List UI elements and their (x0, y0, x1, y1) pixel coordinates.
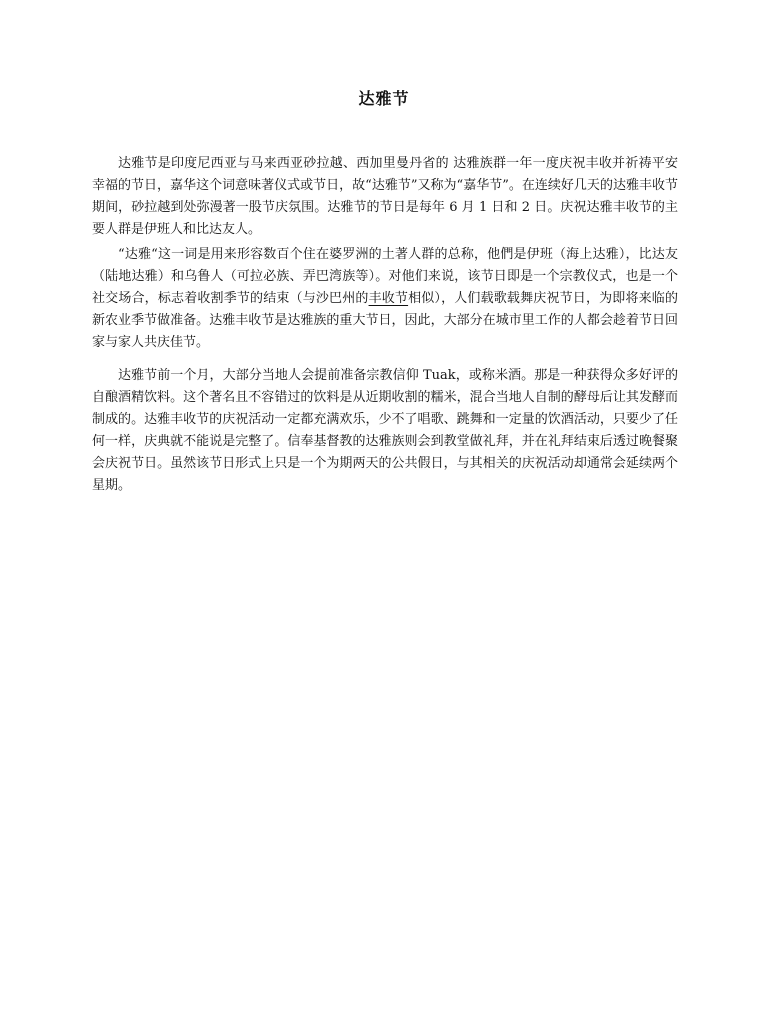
harvest-festival-underlined: 丰收节 (368, 291, 409, 306)
paragraph-2-text-before: “达雅“这一词是用来形容数百个住在婆罗洲的土著人群的总称，他們是伊班（海上达雅），比达友（陆地达雅）和乌鲁人（可拉必族、弄巴湾族等）。对他们来说，该节日即是一个宗教仪式，也是一个社交场合，标志着收割季节的结束（与沙巴州的 (92, 247, 678, 306)
paragraph-2 (92, 244, 678, 354)
paragraph-2-text-after: 相似），人们载歌载舞庆祝节日，为即将来临的新农业季节做准备。达雅丰收节是达雅族的重大节日，因此，大部分在城市里工作的人都会趁着节日回家与家人共庆佳节。 (92, 291, 678, 350)
paragraph-1 (92, 153, 678, 241)
paragraph-3-text: 达雅节前一个月，大部分当地人会提前准备宗教信仰 Tuak，或称米酒。那是一种获得众多好评的自酿酒精饮料。这个著名且不容错过的饮料是从近期收割的糯米，混合当地人自制的酵母后让其发酵而制成的。达雅丰收节的庆祝活动一定都充满欢乐，少不了唱歌、跳舞和一定量的饮酒活动，只要少了任何一样，庆典就不能说是完整了。信奉基督教的达雅族则会到教堂做礼拜，并在礼拜结束后透过晚餐聚会庆祝节日。虽然该节日形式上只是一个为期两天的公共假日，与其相关的庆祝活动却通常会延续两个星期。 (92, 368, 678, 493)
page-title: 达雅节 (358, 89, 410, 108)
paragraph-3 (92, 365, 678, 497)
paragraph-1-text: 达雅节是印度尼西亚与马来西亚砂拉越、西加里曼丹省的 达雅族群一年一度庆祝丰收并祈祷平安幸福的节日，嘉华这个词意味著仪式或节日，故“达雅节”又称为“嘉华节”。在连续好几天的达雅丰收节期间，砂拉越到处弥漫著一股节庆氛围。达雅节的节日是每年 6 月 1 日和 2 日。庆祝达雅丰收节的主要人群是伊班人和比达友人。 (92, 156, 678, 237)
